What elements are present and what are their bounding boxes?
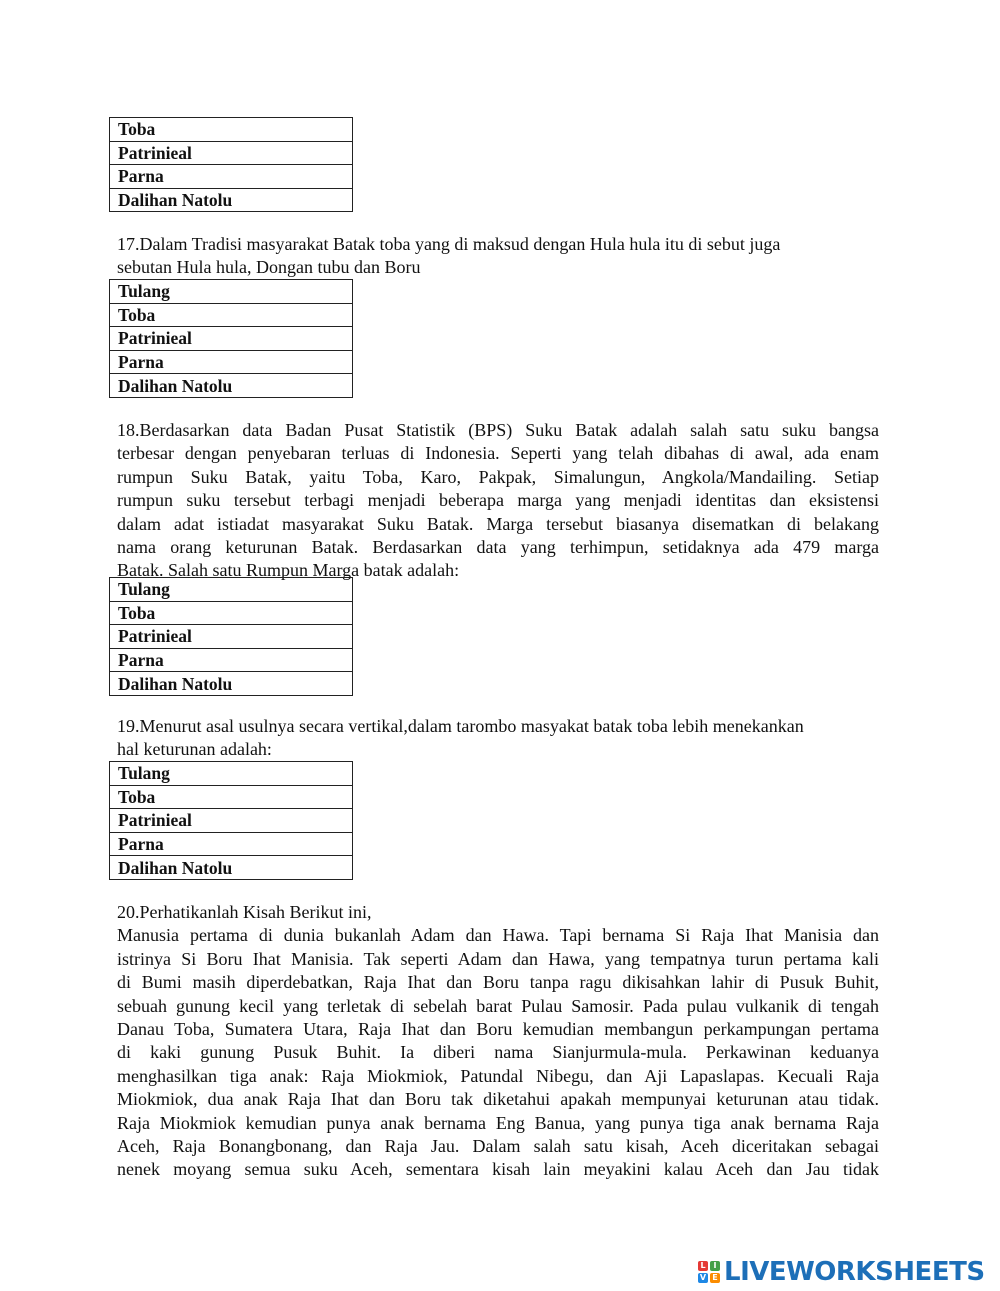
- logo-mark-letter: L: [698, 1261, 708, 1271]
- question-20-line: sebuah gunung kecil yang terletak di sebelah barat Pulau Samosir. Pada pulau vulkanik di tengah: [117, 995, 879, 1016]
- question-18-line: dalam adat istiadat masyarakat Suku Batak. Marga tersebut biasanya disematkan di belakang: [117, 513, 879, 534]
- question-18: [117, 419, 879, 583]
- option-tulang[interactable]: Tulang: [110, 280, 353, 304]
- logo-mark-letter: E: [710, 1273, 720, 1283]
- option-patrinieal[interactable]: Patrinieal: [110, 809, 353, 833]
- question-17-line: sebutan Hula hula, Dongan tubu dan Boru: [117, 257, 421, 278]
- question-20: [117, 901, 879, 1182]
- question-18-line: terbesar dengan penyebaran terluas di Indonesia. Seperti yang telah dibahas di awal, ada enam: [117, 443, 879, 464]
- option-parna[interactable]: Parna: [110, 648, 353, 672]
- question-20-line: di Bumi masih diperdebatkan, Raja Ihat dan Boru tanpa ragu dikisahkan lahir di Pusuk Buhit,: [117, 972, 879, 993]
- q17-options: [109, 279, 353, 398]
- option-dalihan-natolu[interactable]: Dalihan Natolu: [110, 672, 353, 696]
- option-tulang[interactable]: Tulang: [110, 762, 353, 786]
- liveworksheets-logo-text: LIVEWORKSHEETS: [724, 1257, 985, 1287]
- question-19: [117, 715, 879, 762]
- option-toba[interactable]: Toba: [110, 785, 353, 809]
- liveworksheets-logo-icon: [698, 1261, 720, 1283]
- question-20-line: di kaki gunung Pusuk Buhit. Ia diberi nama Sianjurmula-mula. Perkawinan keduanya: [117, 1042, 879, 1063]
- q18-options: [109, 577, 353, 696]
- logo-mark-letter: I: [710, 1261, 720, 1271]
- question-19-line: hal keturunan adalah:: [117, 739, 272, 760]
- question-17: [117, 233, 879, 280]
- question-20-line: nenek moyang semua suku Aceh, sementara kisah lain meyakini kalau Aceh dan Jau tidak: [117, 1159, 879, 1180]
- question-20-line: Miokmiok, dua anak Raja Ihat dan Boru tak diketahui apakah mempunyai keturunan atau tidak.: [117, 1089, 879, 1110]
- option-toba[interactable]: Toba: [110, 118, 353, 142]
- option-parna[interactable]: Parna: [110, 350, 353, 374]
- question-20-line: istrinya Si Boru Ihat Manisia. Tak seperti Adam dan Hawa, yang tempatnya turun pertama kali: [117, 948, 879, 969]
- option-patrinieal[interactable]: Patrinieal: [110, 625, 353, 649]
- option-patrinieal[interactable]: Patrinieal: [110, 141, 353, 165]
- question-20-line: Danau Toba, Sumatera Utara, Raja Ihat dan Boru kemudian membangun perkampungan pertama: [117, 1019, 879, 1040]
- liveworksheets-logo: [698, 1254, 985, 1290]
- question-20-intro: 20.Perhatikanlah Kisah Berikut ini,: [117, 902, 372, 922]
- option-dalihan-natolu[interactable]: Dalihan Natolu: [110, 188, 353, 212]
- option-toba[interactable]: Toba: [110, 601, 353, 625]
- logo-mark-letter: V: [699, 1273, 707, 1282]
- question-20-line: Aceh, Raja Bonangbonang, dan Raja Jau. Dalam salah satu kisah, Aceh diceritakan sebagai: [117, 1136, 879, 1157]
- option-patrinieal[interactable]: Patrinieal: [110, 327, 353, 351]
- question-20-line: Manusia pertama di dunia bukanlah Adam dan Hawa. Tapi bernama Si Raja Ihat Manisia dan: [117, 925, 879, 946]
- option-dalihan-natolu[interactable]: Dalihan Natolu: [110, 856, 353, 880]
- question-20-line: menghasilkan tiga anak: Raja Miokmiok, Patundal Nibegu, dan Aji Lapaslapas. Kecuali Raja: [117, 1065, 879, 1086]
- question-20-line: Raja Miokmiok kemudian punya anak bernama Eng Banua, yang punya tiga anak bernama Raja: [117, 1112, 879, 1133]
- option-parna[interactable]: Parna: [110, 165, 353, 189]
- option-toba[interactable]: Toba: [110, 303, 353, 327]
- question-19-line: 19.Menurut asal usulnya secara vertikal,dalam tarombo masyakat batak toba lebih menekankan: [117, 716, 804, 736]
- question-18-line: nama orang keturunan Batak. Berdasarkan data yang terhimpun, setidaknya ada 479 marga: [117, 537, 879, 558]
- question-18-line: rumpun suku tersebut terbagi menjadi beberapa marga yang menjadi identitas dan eksistensi: [117, 490, 879, 511]
- question-17-line: 17.Dalam Tradisi masyarakat Batak toba yang di maksud dengan Hula hula itu di sebut juga: [117, 234, 781, 254]
- question-18-line: Batak. Salah satu Rumpun Marga batak adalah:: [117, 560, 460, 581]
- option-dalihan-natolu[interactable]: Dalihan Natolu: [110, 374, 353, 398]
- q16-options: [109, 117, 353, 212]
- q19-options: [109, 761, 353, 880]
- option-parna[interactable]: Parna: [110, 832, 353, 856]
- option-tulang[interactable]: Tulang: [110, 578, 353, 602]
- question-18-line: 18.Berdasarkan data Badan Pusat Statistik (BPS) Suku Batak adalah salah satu suku bangsa: [117, 420, 879, 440]
- question-18-line: rumpun Suku Batak, yaitu Toba, Karo, Pakpak, Simalungun, Angkola/Mandailing. Setiap: [117, 466, 879, 487]
